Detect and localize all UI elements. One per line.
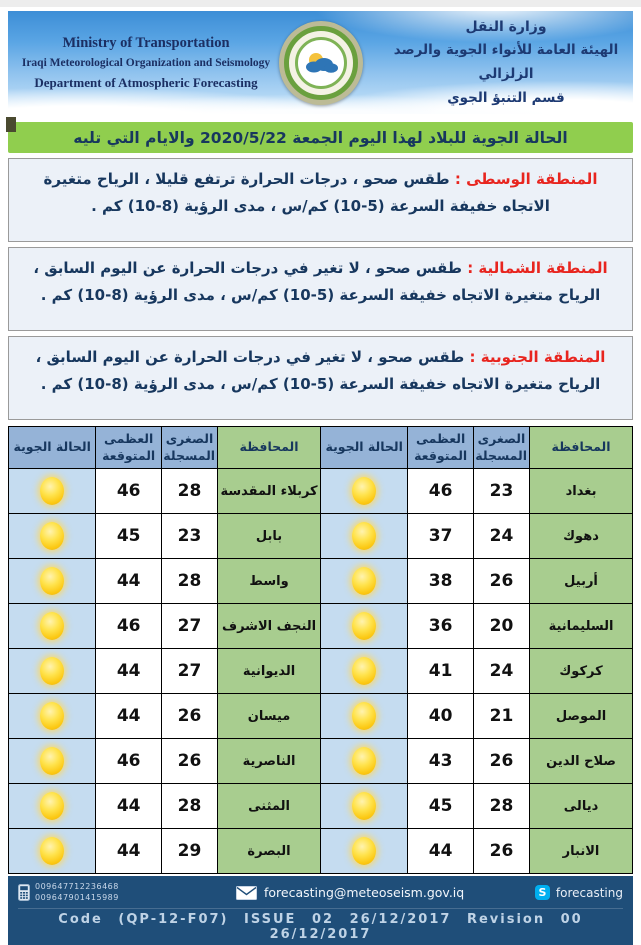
- min-temp-cell: 26: [473, 559, 529, 604]
- governorate-cell: بغداد: [530, 469, 633, 514]
- max-temp-cell: 44: [408, 829, 474, 874]
- min-temp-cell: 23: [473, 469, 529, 514]
- sun-icon: [352, 792, 376, 820]
- email-contact: [236, 885, 535, 900]
- table-row: [9, 694, 633, 739]
- arabic-org-titles: [391, 15, 621, 110]
- condition-cell: [321, 784, 408, 829]
- sun-icon: [352, 747, 376, 775]
- sun-icon: [352, 837, 376, 865]
- governorate-cell: صلاح الدين: [530, 739, 633, 784]
- governorate-cell: كربلاء المقدسة: [218, 469, 321, 514]
- condition-cell: [321, 829, 408, 874]
- min-temp-cell: 26: [161, 739, 217, 784]
- condition-cell: [321, 604, 408, 649]
- min-temp-cell: 29: [161, 829, 217, 874]
- header-max-left: العظمى المتوقعة: [96, 427, 162, 469]
- min-temp-cell: 27: [161, 649, 217, 694]
- english-org-titles: [20, 32, 272, 92]
- condition-cell: [9, 514, 96, 559]
- organization-title-ar: الهيئة العامة للأنواء الجوية والرصد الزلزالي: [393, 42, 619, 82]
- header-min-right: الصغرى المسجلة: [473, 427, 529, 469]
- bulletin-title-banner: [8, 122, 633, 153]
- header-condition-left: الحالة الجوية: [9, 427, 96, 469]
- organization-logo: [279, 21, 363, 105]
- max-temp-cell: 43: [408, 739, 474, 784]
- skype-username: forecasting: [555, 885, 623, 900]
- condition-cell: [321, 694, 408, 739]
- governorate-cell: ميسان: [218, 694, 321, 739]
- sun-cloud-logo-icon: [295, 37, 347, 89]
- sun-icon: [40, 612, 64, 640]
- condition-cell: [9, 784, 96, 829]
- southern-region-text: طقس صحو ، لا تغير في درجات الحرارة عن اليوم السابق ، الرياح متغيرة الاتجاه خفيفة السرعة (5-10) كم/س ، مدى الرؤية (8-10) كم .: [35, 348, 601, 393]
- sun-icon: [352, 567, 376, 595]
- phone-number-1: 009647712236468: [35, 882, 119, 892]
- phone-number-2: 009647901415989: [35, 892, 119, 902]
- condition-cell: [321, 739, 408, 784]
- sun-icon: [352, 612, 376, 640]
- skype-contact: [535, 885, 623, 900]
- max-temp-cell: 46: [96, 739, 162, 784]
- condition-cell: [321, 514, 408, 559]
- forecast-central-region: [8, 158, 633, 242]
- ministry-title-en: Ministry of Transportation: [62, 35, 230, 52]
- table-header-row: [9, 427, 633, 469]
- governorate-cell: كركوك: [530, 649, 633, 694]
- condition-cell: [321, 559, 408, 604]
- table-row: [9, 649, 633, 694]
- max-temp-cell: 46: [96, 469, 162, 514]
- sun-icon: [40, 567, 64, 595]
- condition-cell: [9, 604, 96, 649]
- governorate-cell: البصرة: [218, 829, 321, 874]
- max-temp-cell: 46: [408, 469, 474, 514]
- header-governorate-right: المحافظة: [530, 427, 633, 469]
- bulletin-title: الحالة الجوية للبلاد لهذا اليوم الجمعة 2020/5/22 والايام التي تليه: [73, 128, 568, 147]
- department-title-ar: قسم التنبؤ الجوي: [447, 89, 565, 106]
- table-row: [9, 739, 633, 784]
- max-temp-cell: 37: [408, 514, 474, 559]
- condition-cell: [9, 469, 96, 514]
- min-temp-cell: 23: [161, 514, 217, 559]
- envelope-icon: [236, 886, 257, 900]
- max-temp-cell: 44: [96, 784, 162, 829]
- sun-icon: [352, 702, 376, 730]
- header-condition-right: الحالة الجوية: [321, 427, 408, 469]
- min-temp-cell: 26: [473, 829, 529, 874]
- phone-numbers: [35, 882, 119, 903]
- sun-icon: [40, 747, 64, 775]
- governorate-cell: الموصل: [530, 694, 633, 739]
- min-temp-cell: 24: [473, 514, 529, 559]
- governorate-cell: الناصرية: [218, 739, 321, 784]
- sun-icon: [352, 477, 376, 505]
- sun-icon: [40, 792, 64, 820]
- condition-cell: [9, 829, 96, 874]
- sun-icon: [40, 477, 64, 505]
- table-row: [9, 559, 633, 604]
- governorate-cell: واسط: [218, 559, 321, 604]
- department-title-en: Department of Atmospheric Forecasting: [34, 74, 258, 90]
- footer-contacts: [18, 880, 623, 905]
- table-row: [9, 829, 633, 874]
- min-temp-cell: 28: [161, 469, 217, 514]
- min-temp-cell: 20: [473, 604, 529, 649]
- condition-cell: [321, 649, 408, 694]
- governorate-cell: أربيل: [530, 559, 633, 604]
- central-region-text: طقس صحو ، درجات الحرارة ترتفع قليلا ، الرياح متغيرة الاتجاه خفيفة السرعة (5-10) كم/س ، مدى الرؤية (8-10) كم .: [43, 170, 550, 215]
- governorate-cell: بابل: [218, 514, 321, 559]
- sun-icon: [40, 702, 64, 730]
- footer-bar: [8, 876, 633, 945]
- organization-title-en: Iraqi Meteorological Organization and Seismology: [21, 56, 271, 69]
- document-code-line: Code (QP-12-F07) ISSUE 02 26/12/2017 Revision 00 26/12/2017: [18, 908, 623, 942]
- header-governorate-left: المحافظة: [218, 427, 321, 469]
- condition-cell: [9, 694, 96, 739]
- ministry-title-ar: وزارة النقل: [465, 18, 547, 35]
- min-temp-cell: 28: [161, 784, 217, 829]
- min-temp-cell: 28: [473, 784, 529, 829]
- governorate-cell: السليمانية: [530, 604, 633, 649]
- forecast-southern-region: [8, 336, 633, 420]
- max-temp-cell: 44: [96, 694, 162, 739]
- northern-region-text: طقس صحو ، لا تغير في درجات الحرارة عن اليوم السابق ، الرياح متغيرة الاتجاه خفيفة السرعة (5-10) كم/س ، مدى الرؤية (8-10) كم .: [33, 259, 601, 304]
- southern-region-label: المنطقة الجنوبية :: [469, 348, 606, 366]
- condition-cell: [9, 739, 96, 784]
- min-temp-cell: 26: [473, 739, 529, 784]
- mobile-phone-icon: [18, 884, 30, 901]
- min-temp-cell: 27: [161, 604, 217, 649]
- sun-icon: [40, 657, 64, 685]
- max-temp-cell: 44: [96, 649, 162, 694]
- max-temp-cell: 45: [96, 514, 162, 559]
- condition-cell: [9, 649, 96, 694]
- sun-icon: [40, 837, 64, 865]
- max-temp-cell: 40: [408, 694, 474, 739]
- table-row: [9, 784, 633, 829]
- temperature-table: [8, 426, 633, 874]
- forecast-northern-region: [8, 247, 633, 331]
- northern-region-label: المنطقة الشمالية :: [467, 259, 608, 277]
- weather-bulletin-page: [0, 7, 641, 945]
- condition-cell: [9, 559, 96, 604]
- skype-icon: S: [535, 885, 550, 900]
- max-temp-cell: 44: [96, 829, 162, 874]
- max-temp-cell: 41: [408, 649, 474, 694]
- max-temp-cell: 38: [408, 559, 474, 604]
- governorate-cell: الانبار: [530, 829, 633, 874]
- governorate-cell: دهوك: [530, 514, 633, 559]
- page-top-margin: [0, 0, 641, 7]
- sun-icon: [40, 522, 64, 550]
- min-temp-cell: 24: [473, 649, 529, 694]
- min-temp-cell: 28: [161, 559, 217, 604]
- governorate-cell: النجف الاشرف: [218, 604, 321, 649]
- sun-cloud-glyph: [301, 49, 341, 77]
- sun-icon: [352, 657, 376, 685]
- email-address: forecasting@meteoseism.gov.iq: [264, 885, 465, 900]
- governorate-cell: ديالى: [530, 784, 633, 829]
- logo-ring: [284, 26, 358, 100]
- header-min-left: الصغرى المسجلة: [161, 427, 217, 469]
- max-temp-cell: 44: [96, 559, 162, 604]
- header-max-right: العظمى المتوقعة: [408, 427, 474, 469]
- table-row: [9, 469, 633, 514]
- sun-icon: [352, 522, 376, 550]
- governorate-cell: الديوانية: [218, 649, 321, 694]
- table-row: [9, 604, 633, 649]
- max-temp-cell: 46: [96, 604, 162, 649]
- sky-header: [8, 11, 633, 114]
- min-temp-cell: 21: [473, 694, 529, 739]
- max-temp-cell: 45: [408, 784, 474, 829]
- condition-cell: [321, 469, 408, 514]
- governorate-cell: المثنى: [218, 784, 321, 829]
- phone-contact: [18, 882, 236, 903]
- table-row: [9, 514, 633, 559]
- min-temp-cell: 26: [161, 694, 217, 739]
- central-region-label: المنطقة الوسطى :: [454, 170, 598, 188]
- max-temp-cell: 36: [408, 604, 474, 649]
